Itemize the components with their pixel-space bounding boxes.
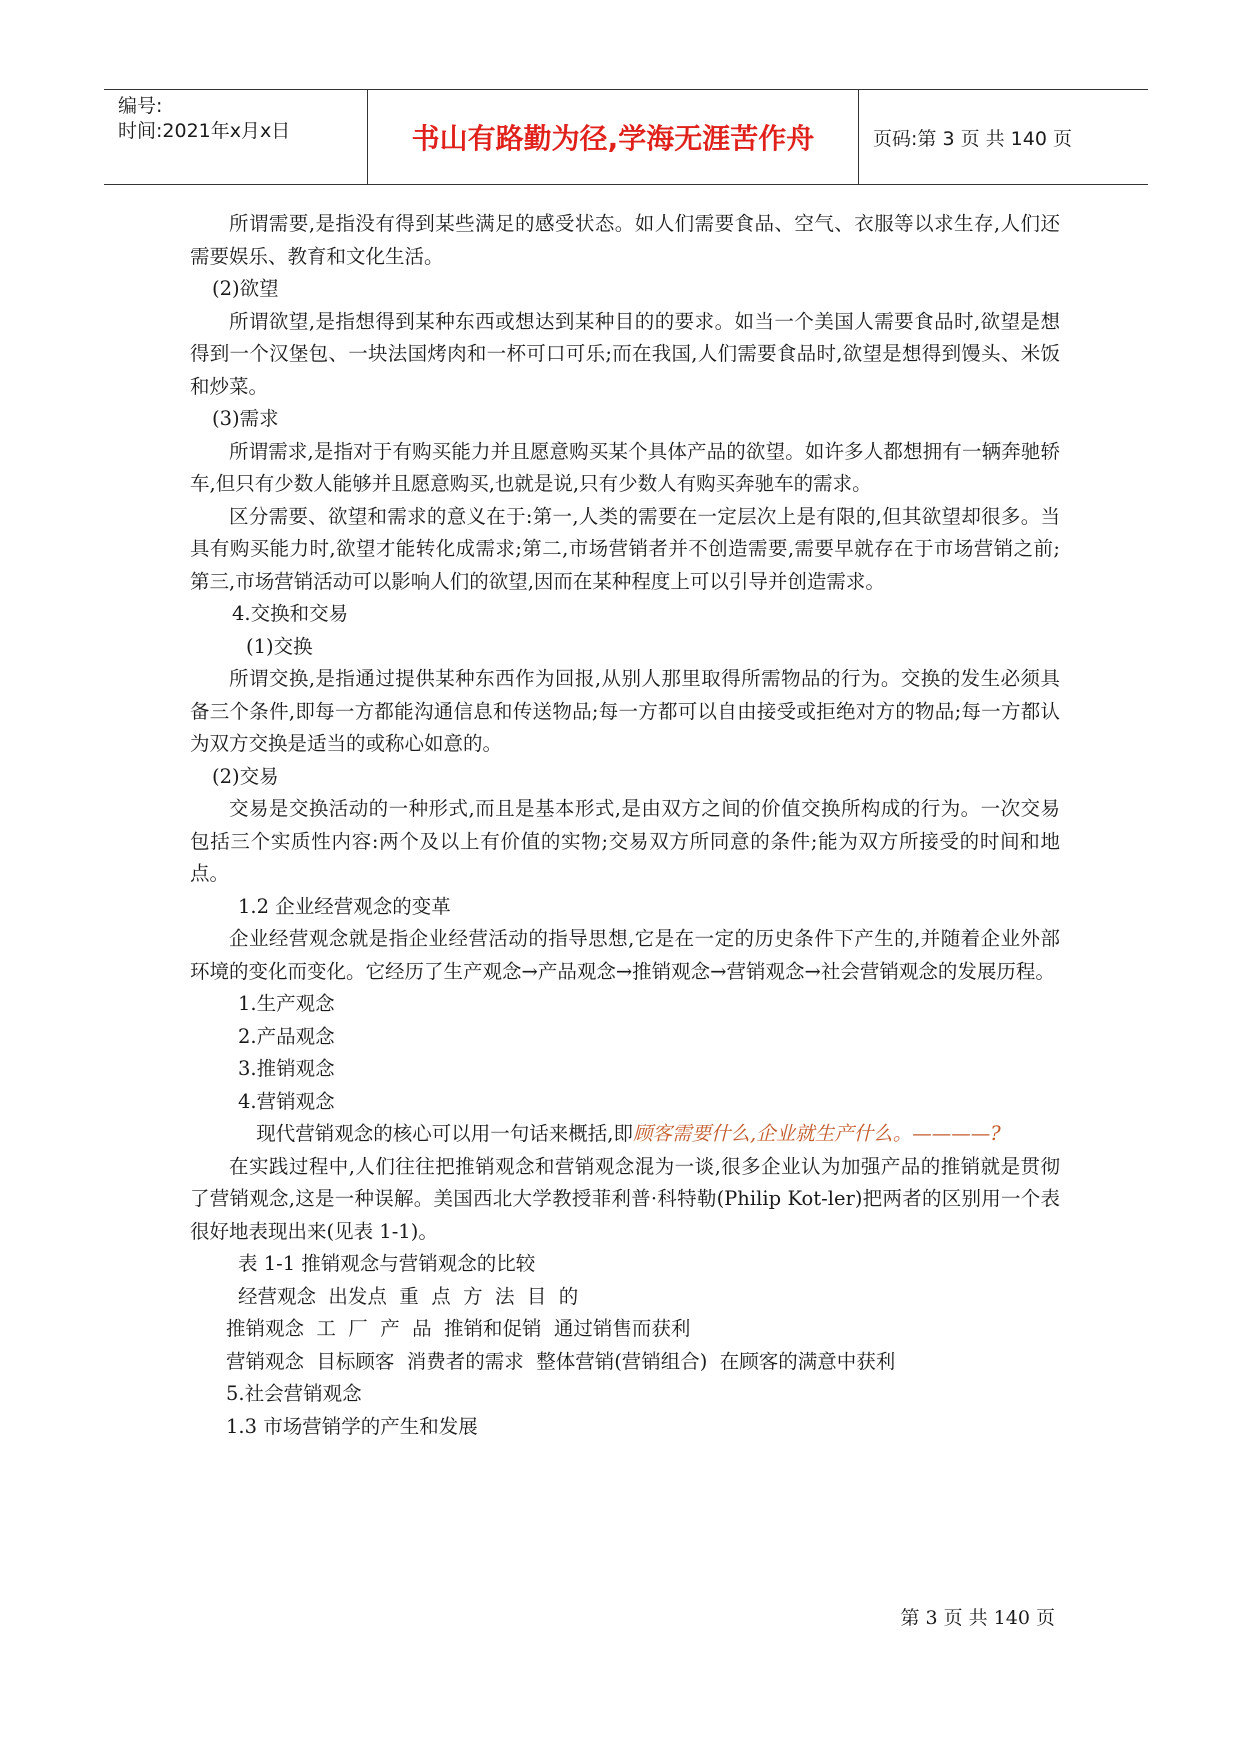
section-heading: 1.2 企业经营观念的变革 bbox=[238, 894, 451, 918]
table-row: 推销观念 工 厂 产 品 推销和促销 通过销售而获利 bbox=[226, 1317, 691, 1340]
table-header-row: 经营观念 出发点 重 点 方 法 目 的 bbox=[238, 1284, 579, 1308]
header-page-label: 页码:第 3 页 共 140 页 bbox=[873, 127, 1072, 150]
header-number: 编号: bbox=[118, 95, 163, 117]
section-heading: 4.交换和交易 bbox=[232, 602, 349, 625]
paragraph: 所谓需要,是指没有得到某些满足的感受状态。如人们需要食品、空气、衣服等以求生存,人们还需要娱乐、教育和文化生活。 bbox=[190, 212, 1060, 268]
list-item: 5.社会营销观念 bbox=[226, 1382, 362, 1405]
paragraph: 所谓交换,是指通过提供某种东西作为回报,从别人那里取得所需物品的行为。交换的发生必须具备三个条件,即每一方都能沟通信息和传送物品;每一方都可以自由接受或拒绝对方的物品;每一方都认为双方交换是适当的或称心如意的。 bbox=[190, 667, 1060, 755]
subheading: (2)交易 bbox=[212, 764, 279, 788]
emphasis-text: 顾客需要什么,企业就生产什么。————? bbox=[633, 1122, 1001, 1145]
document-body bbox=[190, 208, 1060, 1443]
subheading: (2)欲望 bbox=[212, 277, 279, 300]
paragraph-text: 现代营销观念的核心可以用一句话来概括,即 bbox=[256, 1122, 633, 1145]
page-footer: 第 3 页 共 140 页 bbox=[900, 1607, 1055, 1629]
section-heading: 1.3 市场营销学的产生和发展 bbox=[226, 1414, 478, 1438]
paragraph: 在实践过程中,人们往往把推销观念和营销观念混为一谈,很多企业认为加强产品的推销就是贯彻了营销观念,这是一种误解。美国西北大学教授菲利普·科特勒(Philip Kot-ler)把两者的区别用一个表很好地表现出来(见表 1-1)。 bbox=[190, 1154, 1060, 1243]
paragraph: 交易是交换活动的一种形式,而且是基本形式,是由双方之间的价值交换所构成的行为。一次交易包括三个实质性内容:两个及以上有价值的实物;交易双方所同意的条件;能为双方所接受的时间和地点。 bbox=[190, 797, 1060, 885]
table-title: 表 1-1 推销观念与营销观念的比较 bbox=[238, 1252, 536, 1275]
paragraph: 区分需要、欲望和需求的意义在于:第一,人类的需要在一定层次上是有限的,但其欲望却很多。当具有购买能力时,欲望才能转化成需求;第二,市场营销者并不创造需要,需要早就存在于市场营销之前;第三,市场营销活动可以影响人们的欲望,因而在某种程度上可以引导并创造需求。 bbox=[190, 504, 1060, 593]
list-item: 3.推销观念 bbox=[238, 1057, 335, 1080]
paragraph: 企业经营观念就是指企业经营活动的指导思想,它是在一定的历史条件下产生的,并随着企业外部环境的变化而变化。它经历了生产观念→产品观念→推销观念→营销观念→社会营销观念的发展历程。 bbox=[190, 927, 1060, 983]
subheading: (3)需求 bbox=[212, 407, 279, 430]
header-motto: 书山有路勤为径,学海无涯苦作舟 bbox=[368, 90, 859, 184]
paragraph bbox=[190, 1118, 1060, 1151]
table-row: 营销观念 目标顾客 消费者的需求 整体营销(营销组合) 在顾客的满意中获利 bbox=[226, 1349, 896, 1373]
page-header bbox=[104, 89, 1148, 185]
paragraph: 所谓需求,是指对于有购买能力并且愿意购买某个具体产品的欲望。如许多人都想拥有一辆奔驰轿车,但只有少数人能够并且愿意购买,也就是说,只有少数人有购买奔驰车的需求。 bbox=[190, 439, 1060, 495]
header-meta bbox=[104, 90, 368, 184]
subheading: (1)交换 bbox=[246, 634, 313, 658]
paragraph: 所谓欲望,是指想得到某种东西或想达到某种目的的要求。如当一个美国人需要食品时,欲望是想得到一个汉堡包、一块法国烤肉和一杯可口可乐;而在我国,人们需要食品时,欲望是想得到馒头、米饭和炒菜。 bbox=[190, 309, 1060, 398]
list-item: 1.生产观念 bbox=[238, 992, 335, 1015]
header-time: 时间:2021年x月x日 bbox=[118, 120, 291, 142]
list-item: 2.产品观念 bbox=[238, 1024, 335, 1048]
list-item: 4.营销观念 bbox=[238, 1089, 335, 1113]
